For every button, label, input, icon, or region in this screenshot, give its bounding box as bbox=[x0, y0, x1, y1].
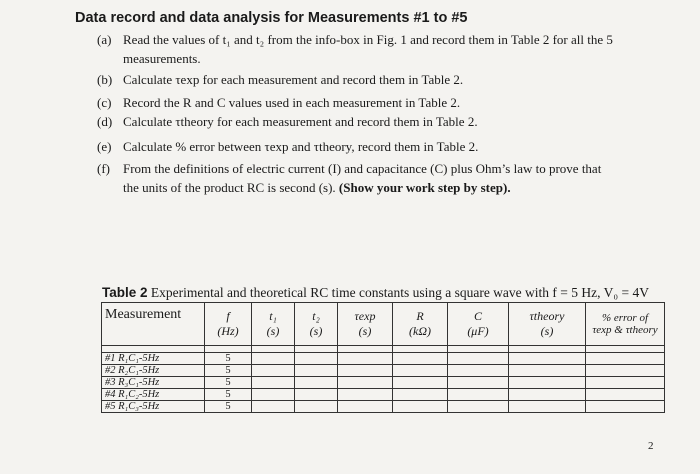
cell-error[interactable] bbox=[586, 389, 665, 401]
header-percent-error-sub: τexp & τtheory bbox=[592, 324, 658, 336]
cell-t2[interactable] bbox=[295, 389, 338, 401]
item-label: (c) bbox=[97, 95, 112, 110]
header-tau-theory bbox=[509, 303, 586, 346]
header-percent-error bbox=[586, 303, 665, 346]
table-caption-text: Experimental and theoretical RC time constants using a square wave with f = 5 Hz, V₀ = 4V bbox=[150, 285, 649, 300]
cell-c[interactable] bbox=[448, 353, 509, 365]
item-text: Calculate τexp for each measurement and record them in Table 2. bbox=[123, 72, 464, 87]
header-t1-symbol: t₁ bbox=[269, 309, 277, 323]
header-tau-theory-symbol: τtheory bbox=[529, 309, 565, 323]
cell-error[interactable] bbox=[586, 365, 665, 377]
header-t1 bbox=[252, 303, 295, 346]
cell-t2[interactable] bbox=[295, 353, 338, 365]
cell-t1[interactable] bbox=[252, 365, 295, 377]
item-label: (e) bbox=[97, 139, 112, 154]
item-text-plain: the units of the product RC is second (s). bbox=[123, 180, 336, 195]
row-measurement: #2 R₂C₁-5Hz bbox=[102, 365, 205, 377]
instruction-c bbox=[97, 93, 657, 112]
cell-tau-theory[interactable] bbox=[509, 377, 586, 389]
item-text-cont: measurements. bbox=[123, 51, 201, 66]
row-measurement: #4 R₁C₂-5Hz bbox=[102, 389, 205, 401]
header-percent-error-title: % error of bbox=[601, 312, 649, 324]
cell-t2[interactable] bbox=[295, 377, 338, 389]
section-heading: Data record and data analysis for Measurements #1 to #5 bbox=[75, 10, 468, 26]
cell-r[interactable] bbox=[393, 365, 448, 377]
item-label: (f) bbox=[97, 161, 110, 176]
cell-c[interactable] bbox=[448, 377, 509, 389]
cell-r[interactable] bbox=[393, 377, 448, 389]
table-row bbox=[102, 365, 665, 377]
table-caption bbox=[102, 285, 649, 301]
cell-t1[interactable] bbox=[252, 353, 295, 365]
header-f bbox=[205, 303, 252, 346]
gap-cell bbox=[295, 346, 338, 353]
item-text: Read the values of t₁ and t₂ from the info-box in Fig. 1 and record them in Table 2 for all the 5 bbox=[123, 32, 613, 47]
cell-tau-exp[interactable] bbox=[338, 353, 393, 365]
row-f: 5 bbox=[205, 389, 252, 401]
cell-r[interactable] bbox=[393, 389, 448, 401]
header-measurement: Measurement bbox=[102, 303, 205, 346]
header-t2 bbox=[295, 303, 338, 346]
cell-t1[interactable] bbox=[252, 389, 295, 401]
header-f-unit: (Hz) bbox=[217, 324, 239, 338]
instruction-b bbox=[97, 70, 657, 89]
cell-c[interactable] bbox=[448, 401, 509, 413]
cell-tau-exp[interactable] bbox=[338, 389, 393, 401]
cell-t1[interactable] bbox=[252, 377, 295, 389]
table-row bbox=[102, 389, 665, 401]
instruction-f bbox=[97, 159, 657, 197]
cell-t2[interactable] bbox=[295, 401, 338, 413]
instruction-d bbox=[97, 112, 657, 131]
cell-tau-exp[interactable] bbox=[338, 377, 393, 389]
table-gap-row bbox=[102, 346, 665, 353]
cell-error[interactable] bbox=[586, 377, 665, 389]
row-f: 5 bbox=[205, 365, 252, 377]
cell-r[interactable] bbox=[393, 401, 448, 413]
row-measurement: #3 R₃C₁-5Hz bbox=[102, 377, 205, 389]
item-text: Record the R and C values used in each measurement in Table 2. bbox=[123, 95, 461, 110]
row-measurement: #5 R₁C₃-5Hz bbox=[102, 401, 205, 413]
gap-cell bbox=[205, 346, 252, 353]
gap-cell bbox=[338, 346, 393, 353]
header-tau-theory-unit: (s) bbox=[540, 324, 554, 338]
cell-error[interactable] bbox=[586, 401, 665, 413]
table-row bbox=[102, 353, 665, 365]
header-tau-exp-unit: (s) bbox=[358, 324, 372, 338]
cell-t1[interactable] bbox=[252, 401, 295, 413]
cell-tau-theory[interactable] bbox=[509, 365, 586, 377]
item-label: (d) bbox=[97, 114, 113, 129]
table-row bbox=[102, 377, 665, 389]
cell-tau-theory[interactable] bbox=[509, 401, 586, 413]
item-label: (b) bbox=[97, 72, 113, 87]
row-measurement: #1 R₁C₁-5Hz bbox=[102, 353, 205, 365]
header-c-symbol: C bbox=[473, 309, 482, 323]
header-r-symbol: R bbox=[416, 309, 424, 323]
row-f: 5 bbox=[205, 377, 252, 389]
gap-cell bbox=[102, 346, 205, 353]
gap-cell bbox=[448, 346, 509, 353]
row-f: 5 bbox=[205, 401, 252, 413]
table-row bbox=[102, 401, 665, 413]
header-r-unit: (kΩ) bbox=[409, 324, 431, 338]
table-caption-label: Table 2 bbox=[102, 285, 148, 300]
page-number: 2 bbox=[648, 440, 654, 452]
item-text-bold: (Show your work step by step). bbox=[338, 180, 511, 195]
header-tau-exp-symbol: τexp bbox=[354, 309, 376, 323]
header-f-symbol: f bbox=[226, 309, 230, 323]
cell-tau-exp[interactable] bbox=[338, 365, 393, 377]
header-t2-symbol: t₂ bbox=[312, 309, 320, 323]
cell-tau-exp[interactable] bbox=[338, 401, 393, 413]
header-c bbox=[448, 303, 509, 346]
cell-r[interactable] bbox=[393, 353, 448, 365]
gap-cell bbox=[393, 346, 448, 353]
item-text: Calculate τtheory for each measurement and record them in Table 2. bbox=[123, 114, 478, 129]
cell-tau-theory[interactable] bbox=[509, 389, 586, 401]
cell-tau-theory[interactable] bbox=[509, 353, 586, 365]
cell-c[interactable] bbox=[448, 389, 509, 401]
item-label: (a) bbox=[97, 32, 112, 47]
table-header-row bbox=[102, 303, 665, 346]
header-r bbox=[393, 303, 448, 346]
header-t1-unit: (s) bbox=[266, 324, 280, 338]
gap-cell bbox=[509, 346, 586, 353]
header-tau-exp bbox=[338, 303, 393, 346]
header-t2-unit: (s) bbox=[309, 324, 323, 338]
item-text: Calculate % error between τexp and τtheory, record them in Table 2. bbox=[123, 139, 479, 154]
gap-cell bbox=[586, 346, 665, 353]
header-c-unit: (μF) bbox=[467, 324, 489, 338]
cell-error[interactable] bbox=[586, 353, 665, 365]
instruction-e bbox=[97, 137, 657, 156]
data-table bbox=[101, 302, 665, 413]
item-text: From the definitions of electric current (I) and capacitance (C) plus Ohm’s law to prove that bbox=[123, 161, 602, 176]
cell-t2[interactable] bbox=[295, 365, 338, 377]
item-text-cont bbox=[97, 178, 657, 197]
row-f: 5 bbox=[205, 353, 252, 365]
cell-c[interactable] bbox=[448, 365, 509, 377]
instruction-a bbox=[97, 30, 657, 68]
gap-cell bbox=[252, 346, 295, 353]
